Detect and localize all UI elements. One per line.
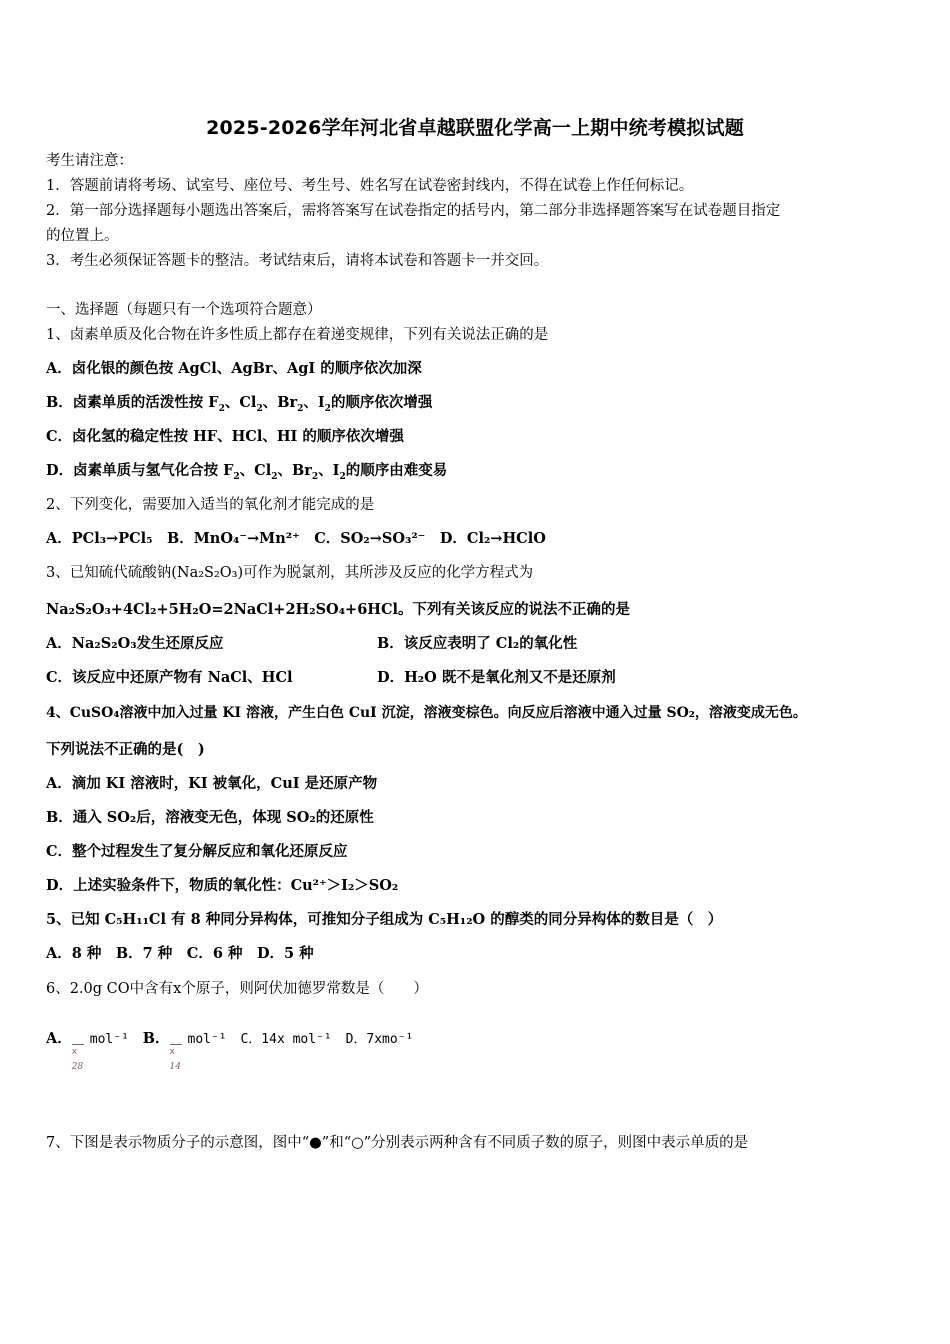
q4-stem-2: 下列说法不正确的是( ) [46,741,205,758]
q4-option-a: A．滴加 KI 溶液时，KI 被氧化，CuI 是还原产物 [46,775,378,792]
q1-stem: 1、卤素单质及化合物在许多性质上都存在着递变规律，下列有关说法正确的是 [46,327,549,343]
notice-item-1: 1．答题前请将考场、试室号、座位号、考生号、姓名写在试卷密封线内，不得在试卷上作任何标记。 [46,178,694,194]
q6-option-d: D．7xmo⁻¹ [345,1032,414,1047]
q1-option-b-mid: 的顺序依次增强 [330,394,433,411]
q6-option-a-unit: mol⁻¹ [89,1032,129,1047]
q4-option-b: B．通入 SO₂后，溶液变无色，体现 SO₂的还原性 [46,809,374,826]
q7-stem: 7、下图是表示物质分子的示意图，图中“●”和“○”分别表示两种含有不同质子数的原子，则图中表示单质的是 [46,1135,749,1151]
q5-options: A．8 种 B．7 种 C．6 种 D．5 种 [46,945,314,962]
q6-stem: 6、2.0g CO中含有x个原子，则阿伏加德罗常数是（ ） [46,981,428,997]
notice-item-2: 2．第一部分选择题每小题选出答案后，需将答案写在试卷指定的括号内，第二部分非选择题答案写在试卷题目指定 [46,203,781,219]
q1-option-d: D．卤素单质与氢气化合按 $F_2$、$Cl_2$、$Br_2$、$I_2$的顺序由难变易 [46,462,448,482]
q3-option-b: B．该反应表明了 Cl₂的氧化性 [377,635,578,652]
q6-a-denominator: 28 [71,1062,84,1072]
q6-options [46,1018,414,1072]
q6-option-b-unit: mol⁻¹ [187,1032,227,1047]
q3-option-a: A．Na₂S₂O₃发生还原反应 [46,635,224,652]
section-heading: 一、选择题（每题只有一个选项符合题意） [46,302,322,318]
q3-option-d: D．H₂O 既不是氧化剂又不是还原剂 [377,669,616,686]
q1-option-a: A．卤化银的颜色按 AgCl、AgBr、AgI 的顺序依次加深 [46,360,422,377]
q1-option-b: B．卤素单质的活泼性按 $F_2$、$Cl_2$、$Br_2$、$I_2$的顺序依次增强 [46,394,433,414]
q3-stem: 3、已知硫代硫酸钠(Na₂S₂O₃)可作为脱氯剂，其所涉及反应的化学方程式为 [46,565,534,581]
notice-item-2-cont: 的位置上。 [46,228,119,244]
exam-title: 2025-2026学年河北省卓越联盟化学高一上期中统考模拟试题 [206,117,744,139]
q4-stem: 4、CuSO₄溶液中加入过量 KI 溶液，产生白色 CuI 沉淀，溶液变棕色。向反应后溶液中通入过量 SO₂，溶液变成无色。 [46,705,807,721]
q1-option-c: C．卤化氢的稳定性按 HF、HCl、HI 的顺序依次增强 [46,428,404,445]
q2-stem: 2、下列变化，需要加入适当的氧化剂才能完成的是 [46,497,375,513]
q6-option-b-fraction [169,1031,184,1072]
q5-stem: 5、已知 C₅H₁₁Cl 有 8 种同分异构体，可推知分子组成为 C₅H₁₂O 的醇类的同分异构体的数目是（ ） [46,911,723,928]
q6-b-denominator: 14 [169,1062,181,1072]
q6-option-a-label: A． [46,1030,72,1047]
q6-b-numerator: x [169,1047,175,1057]
q1-option-d-mid: 的顺序由难变易 [345,462,448,479]
q3-option-c: C．该反应中还原产物有 NaCl、HCl [46,669,293,686]
notice-heading: 考生请注意： [46,153,133,169]
notice-item-3: 3．考生必须保证答题卡的整洁。考试结束后，请将本试卷和答题卡一并交回。 [46,253,549,269]
q1-option-b-pre: B．卤素单质的活泼性按 F [46,394,219,411]
q6-option-c: C．14x mol⁻¹ [240,1032,332,1047]
q6-option-a-fraction [71,1031,86,1072]
q4-option-d: D．上述实验条件下，物质的氧化性：Cu²⁺＞I₂＞SO₂ [46,877,399,894]
q6-a-numerator: x [71,1047,78,1057]
q6-option-b-label: B． [142,1030,170,1047]
q2-options: A．PCl₃→PCl₅ B．MnO₄⁻→Mn²⁺ C．SO₂→SO₃²⁻ D．Cl₂→HClO [46,530,546,547]
q4-option-c: C．整个过程发生了复分解反应和氧化还原反应 [46,843,348,860]
q3-equation: Na₂S₂O₃+4Cl₂+5H₂O=2NaCl+2H₂SO₄+6HCl。下列有关该反应的说法不正确的是 [46,601,631,618]
q1-option-d-pre: D．卤素单质与氢气化合按 F [46,462,234,479]
